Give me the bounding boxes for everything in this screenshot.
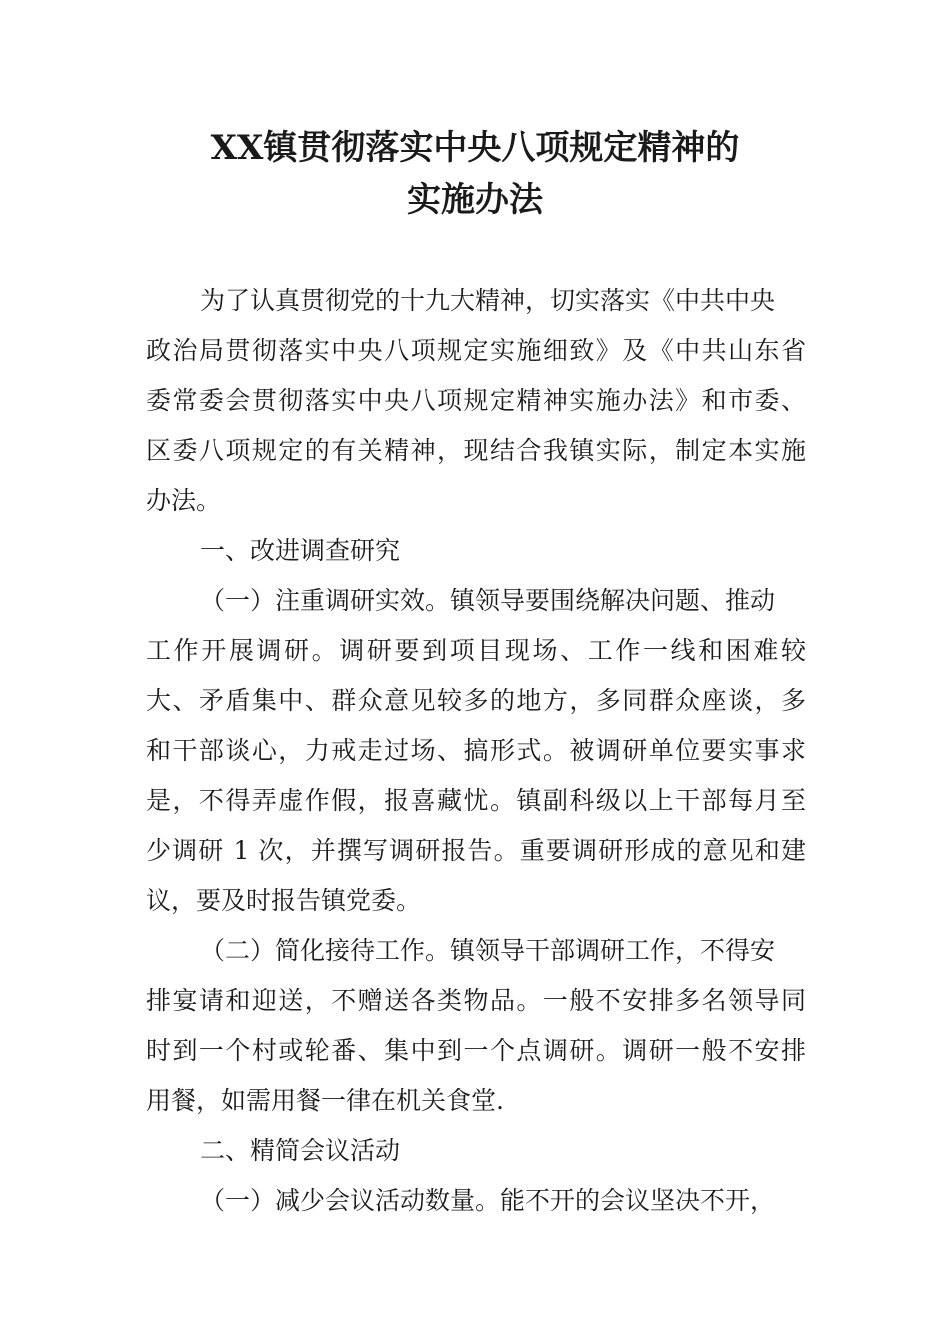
paragraph-line: 时到一个村或轮番、集中到一个点调研。调研一般不安排 bbox=[146, 1036, 806, 1065]
paragraph-line: 排宴请和迎送，不赠送各类物品。一般不安排多名领导同 bbox=[146, 986, 806, 1015]
paragraph-line: （一）减少会议活动数量。能不开的会议坚决不开， bbox=[200, 1186, 776, 1215]
paragraph-line: 用餐，如需用餐一律在机关食堂. bbox=[146, 1086, 504, 1115]
document-title-line-1: XX镇贯彻落实中央八项规定精神的 bbox=[210, 128, 740, 168]
document-title-line-2: 实施办法 bbox=[407, 180, 543, 220]
paragraph-line: 和干部谈心，力戒走过场、搞形式。被调研单位要实事求 bbox=[146, 736, 806, 765]
paragraph-line: （二）简化接待工作。镇领导干部调研工作，不得安 bbox=[200, 936, 776, 965]
paragraph-line: 政治局贯彻落实中央八项规定实施细致》及《中共山东省 bbox=[146, 336, 806, 365]
paragraph-line: 议，要及时报告镇党委。 bbox=[146, 886, 422, 915]
paragraph-line: 委常委会贯彻落实中央八项规定精神实施办法》和市委、 bbox=[146, 386, 806, 415]
section-heading: 一、改进调查研究 bbox=[200, 536, 401, 565]
section-heading: 二、精简会议活动 bbox=[200, 1136, 401, 1165]
paragraph-line: 是，不得弄虚作假，报喜藏忧。镇副科级以上干部每月至 bbox=[146, 786, 806, 815]
paragraph-line: 少调研 1 次，并撰写调研报告。重要调研形成的意见和建 bbox=[146, 836, 806, 865]
paragraph-line: （一）注重调研实效。镇领导要围绕解决问题、推动 bbox=[200, 586, 776, 615]
paragraph-line: 为了认真贯彻党的十九大精神，切实落实《中共中央 bbox=[200, 286, 776, 315]
paragraph-line: 工作开展调研。调研要到项目现场、工作一线和困难较 bbox=[146, 636, 806, 665]
paragraph-line: 大、矛盾集中、群众意见较多的地方，多同群众座谈，多 bbox=[146, 686, 806, 715]
paragraph-line: 区委八项规定的有关精神，现结合我镇实际，制定本实施 bbox=[146, 436, 806, 465]
paragraph-line: 办法。 bbox=[146, 486, 222, 515]
